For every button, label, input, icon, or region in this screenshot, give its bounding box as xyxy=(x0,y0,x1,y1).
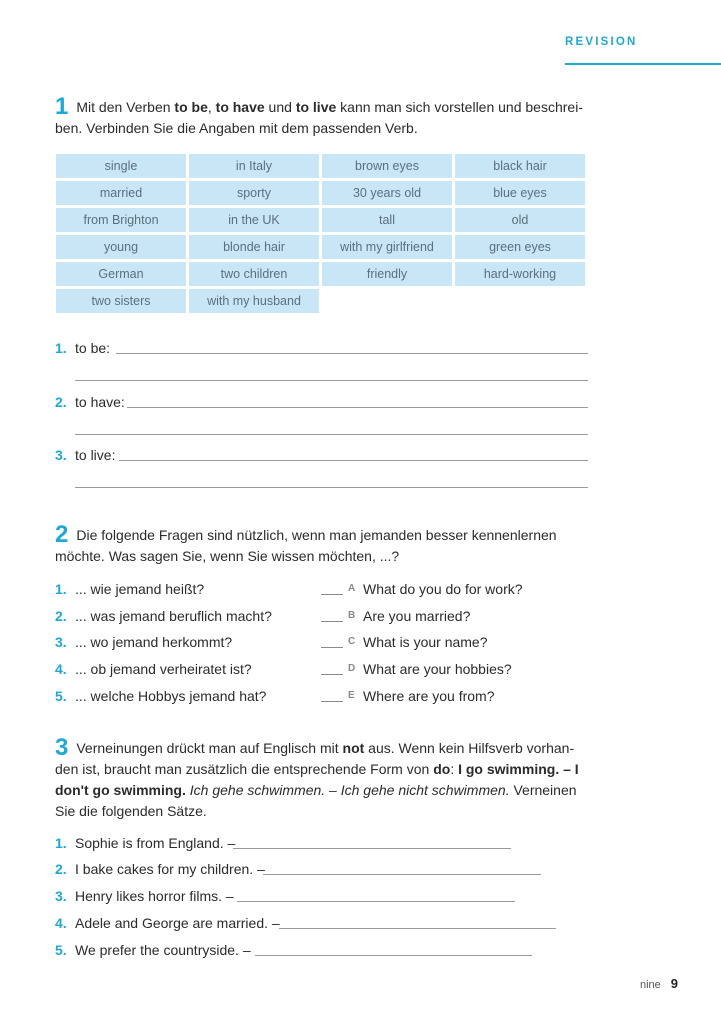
word-box: in the UK xyxy=(189,208,319,232)
matching-row: 2. ... was jemand beruflich macht? B Are you married? xyxy=(55,608,471,624)
answer-line[interactable] xyxy=(127,407,588,408)
word-box: in Italy xyxy=(189,154,319,178)
word-box: old xyxy=(455,208,585,232)
page-number-word: nine xyxy=(640,979,661,991)
word-box: sporty xyxy=(189,181,319,205)
answer-line[interactable] xyxy=(116,353,588,354)
word-box: single xyxy=(56,154,186,178)
exercise-1-instructions: 1 Mit den Verben to be, to have und to live kann man sich vorstellen und beschrei-ben. Verbinden Sie die Angaben mit dem passenden Verb. xyxy=(55,93,583,136)
exercise-2-number: 2 xyxy=(55,521,69,548)
page-number: 9 xyxy=(670,976,679,991)
exercise-1-number: 1 xyxy=(55,93,69,120)
answer-blank[interactable] xyxy=(321,647,343,648)
word-box: two sisters xyxy=(56,289,186,313)
word-box: blue eyes xyxy=(455,181,585,205)
answer-line[interactable] xyxy=(75,434,588,435)
answer-line[interactable] xyxy=(75,487,588,488)
matching-row: 5. ... welche Hobbys jemand hat? E Where are you from? xyxy=(55,688,495,704)
word-box: with my girlfriend xyxy=(322,235,452,259)
answer-line[interactable] xyxy=(255,955,532,956)
answer-line[interactable] xyxy=(263,874,541,875)
answer-line[interactable] xyxy=(119,460,588,461)
matching-row: 4. ... ob jemand verheiratet ist? D What are your hobbies? xyxy=(55,661,512,677)
answer-line[interactable] xyxy=(233,848,511,849)
exercise-2-instructions: 2 Die folgende Fragen sind nützlich, wenn man jemanden besser kennenlernen möchte. Was sagen Sie, wenn Sie wissen möchten, ...? xyxy=(55,521,557,564)
word-box: married xyxy=(56,181,186,205)
exercise-3-instructions: 3 Verneinungen drückt man auf Englisch mit not aus. Wenn kein Hilfsverb vorhan-den ist, braucht man zusätzlich die entsprechende Form von do: I go swimming. – I don't go swimming. Ich gehe schwimmen. – Ich gehe nicht schwimmen. Verneinen Sie die folgenden Sätze. xyxy=(55,734,579,819)
word-box: hard-working xyxy=(455,262,585,286)
word-box: with my husband xyxy=(189,289,319,313)
answer-blank[interactable] xyxy=(321,701,343,702)
answer-line[interactable] xyxy=(237,901,515,902)
word-box: German xyxy=(56,262,186,286)
matching-row: 1. ... wie jemand heißt? A What do you do for work? xyxy=(55,581,523,597)
word-box: brown eyes xyxy=(322,154,452,178)
word-box: tall xyxy=(322,208,452,232)
answer-blank[interactable] xyxy=(321,674,343,675)
word-box: black hair xyxy=(455,154,585,178)
section-header xyxy=(565,35,721,65)
page-footer xyxy=(640,976,678,991)
word-box: two children xyxy=(189,262,319,286)
matching-row: 3. ... wo jemand herkommt? C What is your name? xyxy=(55,634,488,650)
answer-line[interactable] xyxy=(75,380,588,381)
word-box: young xyxy=(56,235,186,259)
word-box: 30 years old xyxy=(322,181,452,205)
section-title: REVISION xyxy=(565,36,638,48)
answer-line[interactable] xyxy=(279,928,556,929)
word-box: blonde hair xyxy=(189,235,319,259)
word-box: friendly xyxy=(322,262,452,286)
exercise-3-number: 3 xyxy=(55,734,69,761)
word-box: from Brighton xyxy=(56,208,186,232)
answer-blank[interactable] xyxy=(321,594,343,595)
answer-blank[interactable] xyxy=(321,621,343,622)
word-box: green eyes xyxy=(455,235,585,259)
word-box-grid xyxy=(56,154,585,313)
